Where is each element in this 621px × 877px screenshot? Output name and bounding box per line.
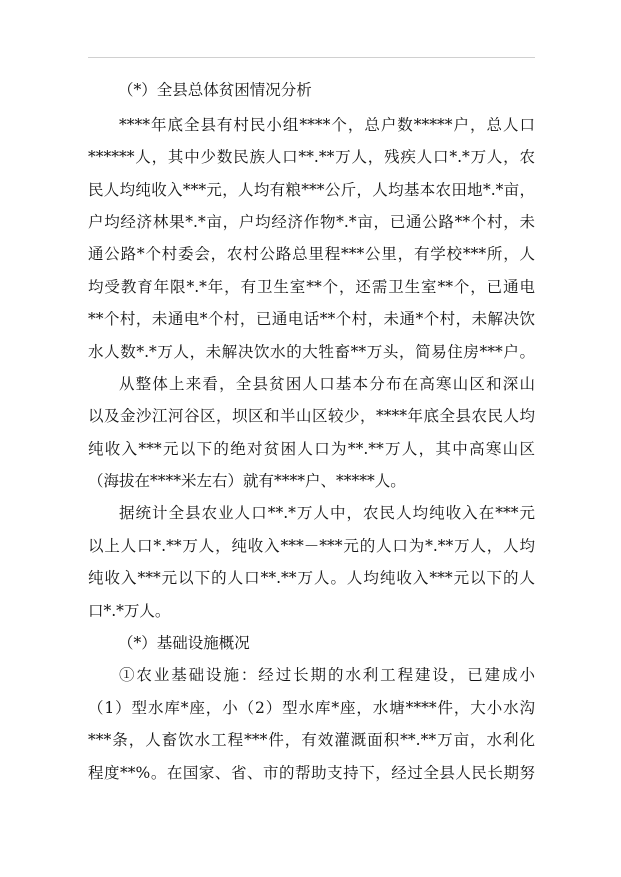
paragraph-line: 以上人口*.**万人，纯收入***－***元的人口为*.**万人，人均: [88, 536, 535, 555]
document-body: [88, 109, 535, 789]
paragraph-line: （1）型水库*座，小（2）型水库*座，水塘****件，大小水沟: [88, 698, 535, 717]
paragraph-line: 以及金沙江河谷区，坝区和半山区较少，****年底全县农民人均: [88, 407, 535, 426]
paragraph-line: 程度**%。在国家、省、市的帮助支持下，经过全县人民长期努: [88, 763, 535, 782]
paragraph-line: 水人数*.*万人，未解决饮水的大牲畜**万头，简易住房***户。: [88, 342, 535, 361]
paragraph-line: ①农业基础设施：经过长期的水利工程建设，已建成小: [119, 666, 535, 685]
paragraph-line: ******人，其中少数民族人口**.**万人，残疾人口*.*万人，农: [88, 148, 535, 167]
top-rule: [88, 57, 535, 58]
paragraph-line: 从整体上来看，全县贫困人口基本分布在高寒山区和深山: [119, 374, 535, 393]
paragraph-line: 通公路*个村委会，农村公路总里程***公里，有学校***所，人: [88, 245, 535, 264]
paragraph-line: （海拔在****米左右）就有****户、*****人。: [88, 472, 406, 491]
paragraph-line: 户均经济林果*.*亩，户均经济作物*.*亩，已通公路**个村，未: [88, 212, 535, 231]
section-heading-poverty-analysis: （*）全县总体贫困情况分析: [118, 81, 312, 99]
paragraph-line: 据统计全县农业人口**.*万人中，农民人均纯收入在***元: [119, 504, 535, 523]
section-heading-infrastructure: （*）基础设施概况: [118, 634, 250, 653]
paragraph-line: 口*.*万人。: [88, 601, 171, 620]
paragraph-line: ***条，人畜饮水工程***件，有效灌溉面积**.**万亩，水利化: [88, 731, 535, 750]
paragraph-line: 纯收入***元以下的绝对贫困人口为**.**万人，其中高寒山区: [88, 439, 535, 458]
paragraph-line: ****年底全县有村民小组****个，总户数*****户，总人口: [119, 115, 535, 134]
paragraph-line: **个村，未通电*个村，已通电话**个村，未通*个村，未解决饮: [88, 310, 535, 329]
paragraph-line: 均受教育年限*.*年，有卫生室**个，还需卫生室**个，已通电: [88, 277, 535, 296]
paragraph-line: 纯收入***元以下的人口**.**万人。人均纯收入***元以下的人: [88, 569, 535, 588]
paragraph-line: 民人均纯收入***元，人均有粮***公斤，人均基本农田地*.*亩，: [88, 180, 535, 199]
